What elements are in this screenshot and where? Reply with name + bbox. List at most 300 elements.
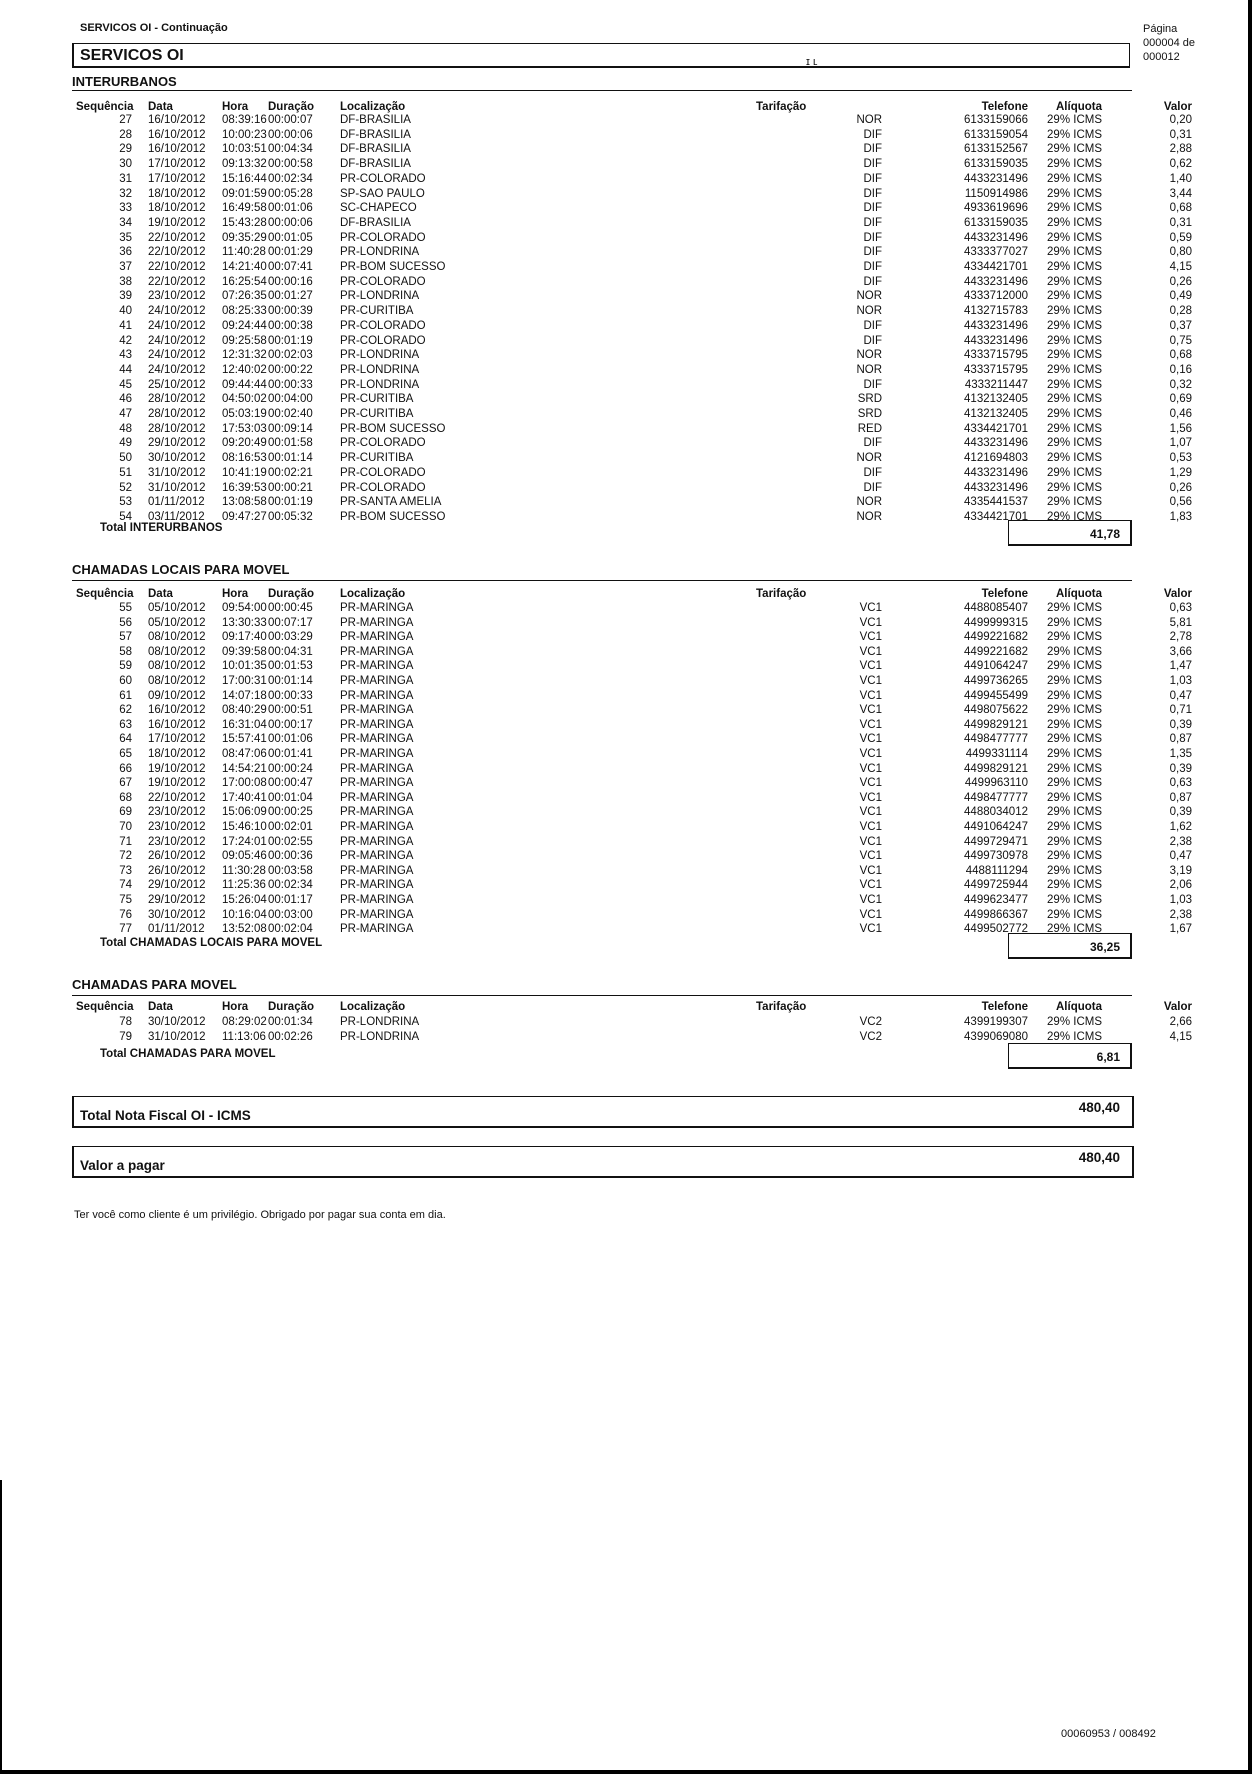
cell-tarifacao: NOR [856,114,882,126]
cell-date: 28/10/2012 [148,422,206,435]
table-row [72,878,1192,892]
continuation-title: SERVICOS OI - Continuação [80,22,228,34]
interurbanos-total-value: 41,78 [1008,520,1132,546]
cell-localizacao: PR-MARINGA [340,821,414,833]
cell-valor: 0,56 [1169,496,1192,509]
cell-telefone: 4498075622 [964,704,1028,717]
cell-telefone: 4499866367 [964,908,1028,921]
nota-fiscal-total-value: 480,40 [1078,1100,1120,1115]
footer-message: Ter você como cliente é um privilégio. Obrigado por pagar sua conta em dia. [74,1209,446,1221]
cell-valor: 0,16 [1169,363,1192,376]
cell-telefone: 4499331114 [965,748,1028,760]
cell-telefone: 4132715783 [964,305,1028,318]
cell-aliquota: 29% ICMS [1047,334,1102,347]
cell-tarifacao: VC1 [859,616,882,629]
cell-valor: 0,87 [1169,733,1192,746]
cell-telefone: 6133159035 [964,216,1028,229]
col-loc: Localização [340,1001,406,1013]
interurbanos-rule [72,90,1132,91]
cell-duracao: 00:04:00 [268,393,313,406]
cell-date: 16/10/2012 [148,114,206,126]
cell-telefone: 4433231496 [964,231,1028,244]
cell-duracao: 00:00:24 [268,762,313,775]
locais-movel-title: CHAMADAS LOCAIS PARA MOVEL [72,562,290,577]
cell-localizacao: PR-COLORADO [340,275,426,288]
table-row [72,201,1192,215]
cell-seq: 33 [119,202,132,215]
cell-seq: 59 [119,660,132,673]
cell-aliquota: 29% ICMS [1047,821,1102,833]
cell-duracao: 00:00:39 [268,305,313,318]
cell-valor: 0,26 [1169,275,1192,288]
cell-duracao: 00:04:34 [268,143,313,156]
cell-hora: 16:25:54 [222,275,267,288]
cell-localizacao: PR-CURITIBA [340,408,414,420]
cell-valor: 0,59 [1169,231,1192,244]
cell-telefone: 4433231496 [964,437,1028,450]
cell-localizacao: PR-LONDRINA [340,290,420,303]
cell-telefone: 4933619696 [964,202,1028,215]
cell-date: 22/10/2012 [148,261,206,273]
cell-tarifacao: VC1 [859,864,882,877]
cell-telefone: 4333377027 [964,246,1028,259]
cell-hora: 16:49:58 [222,202,267,215]
cell-valor: 1,83 [1169,510,1192,523]
cell-tarifacao: VC1 [859,806,882,819]
cell-valor: 1,07 [1169,437,1192,450]
cell-tarifacao: DIF [863,158,882,171]
scan-edge-right [1248,0,1252,1774]
cell-seq: 52 [119,481,132,494]
page-label: Página [1143,23,1178,35]
cell-date: 29/10/2012 [148,879,206,892]
cell-aliquota: 29% ICMS [1047,481,1102,494]
cell-valor: 0,46 [1169,408,1192,420]
cell-telefone: 4499736265 [964,675,1028,687]
cell-aliquota: 29% ICMS [1047,261,1102,273]
cell-aliquota: 29% ICMS [1047,216,1102,229]
cell-seq: 37 [119,261,132,273]
cell-telefone: 6133152567 [964,143,1028,156]
cell-hora: 09:47:27 [222,510,267,523]
cell-tarifacao: DIF [863,231,882,244]
cell-localizacao: PR-BOM SUCESSO [340,261,446,273]
cell-aliquota: 29% ICMS [1047,172,1102,185]
cell-hora: 17:40:41 [222,791,267,804]
cell-hora: 14:07:18 [222,689,267,702]
cell-valor: 2,88 [1169,143,1192,156]
cell-tarifacao: VC1 [859,602,882,614]
cell-duracao: 00:05:32 [268,510,313,523]
cell-seq: 69 [119,806,132,819]
col-tel: Telefone [981,588,1028,600]
cell-date: 01/11/2012 [148,496,205,509]
table-row [72,864,1192,878]
cell-aliquota: 29% ICMS [1047,466,1102,479]
table-row [72,392,1192,406]
cell-valor: 0,20 [1169,114,1192,126]
cell-date: 31/10/2012 [148,481,206,494]
cell-date: 25/10/2012 [148,378,206,391]
table-row [72,407,1192,421]
cell-valor: 2,66 [1169,1016,1192,1028]
cell-duracao: 00:00:06 [268,128,313,141]
cell-duracao: 00:00:47 [268,777,313,790]
cell-date: 17/10/2012 [148,172,206,185]
interurbanos-header [72,100,1192,114]
col-date: Data [148,101,173,113]
nota-fiscal-total-label: Total Nota Fiscal OI - ICMS [80,1108,251,1123]
cell-valor: 1,29 [1169,466,1192,479]
cell-valor: 0,62 [1169,158,1192,171]
cell-date: 24/10/2012 [148,349,206,362]
cell-telefone: 4334421701 [964,261,1028,273]
cell-tarifacao: VC1 [859,908,882,921]
col-val: Valor [1163,1001,1192,1013]
cell-hora: 09:13:32 [222,158,267,171]
cell-tarifacao: NOR [856,510,882,523]
cell-localizacao: PR-MARINGA [340,631,414,644]
cell-valor: 0,69 [1169,393,1192,406]
cell-aliquota: 29% ICMS [1047,246,1102,259]
cell-date: 28/10/2012 [148,408,206,420]
cell-tarifacao: DIF [863,437,882,450]
cell-valor: 0,80 [1169,246,1192,259]
cell-hora: 15:46:10 [222,821,267,833]
cell-date: 31/10/2012 [148,1030,206,1043]
scan-marks: ɪ ʟ [806,56,818,68]
cell-tarifacao: VC1 [859,733,882,746]
cell-duracao: 00:01:41 [268,748,313,760]
cell-hora: 15:43:28 [222,216,267,229]
cell-localizacao: DF-BRASILIA [340,143,411,156]
cell-tarifacao: SRD [857,393,882,406]
locais-movel-rule [72,580,1132,581]
cell-localizacao: PR-COLORADO [340,319,426,332]
cell-seq: 67 [119,777,132,790]
cell-telefone: 4333211447 [964,378,1028,391]
cell-valor: 1,47 [1169,660,1192,673]
col-loc: Localização [340,101,406,113]
cell-date: 29/10/2012 [148,894,206,906]
cell-hora: 13:08:58 [222,496,267,509]
cell-date: 03/11/2012 [148,510,205,523]
cell-duracao: 00:00:16 [268,275,313,288]
cell-localizacao: PR-CURITIBA [340,305,414,318]
cell-telefone: 4334421701 [964,510,1028,523]
interurbanos-total-label: Total INTERURBANOS [100,522,223,534]
cell-seq: 27 [119,114,132,126]
cell-duracao: 00:01:29 [268,246,313,259]
valor-a-pagar-value: 480,40 [1078,1150,1120,1165]
page-value: 000004 de [1143,37,1195,49]
col-loc: Localização [340,588,406,600]
cell-aliquota: 29% ICMS [1047,422,1102,435]
cell-localizacao: PR-CURITIBA [340,452,414,465]
cell-tarifacao: DIF [863,143,882,156]
page-total: 000012 [1143,51,1180,63]
cell-aliquota: 29% ICMS [1047,187,1102,200]
cell-seq: 51 [119,466,132,479]
table-row [72,142,1192,156]
cell-duracao: 00:00:33 [268,378,313,391]
cell-telefone: 4333712000 [964,290,1028,303]
cell-tarifacao: VC1 [859,748,882,760]
cell-aliquota: 29% ICMS [1047,275,1102,288]
cell-tarifacao: VC2 [859,1030,882,1043]
cell-date: 08/10/2012 [148,631,206,644]
col-ali: Alíquota [1056,588,1102,600]
cell-valor: 0,32 [1169,378,1192,391]
cell-valor: 0,26 [1169,481,1192,494]
cell-tarifacao: DIF [863,246,882,259]
cell-seq: 74 [119,879,132,892]
cell-seq: 55 [119,602,132,614]
cell-duracao: 00:01:04 [268,791,313,804]
cell-duracao: 00:01:34 [268,1016,313,1028]
cell-tarifacao: SRD [857,408,882,420]
cell-date: 22/10/2012 [148,275,206,288]
table-row [72,510,1192,524]
table-row [72,762,1192,776]
table-row [72,260,1192,274]
table-row [72,776,1192,790]
col-val: Valor [1163,588,1192,600]
col-dur: Duração [268,101,315,113]
cell-tarifacao: DIF [863,334,882,347]
cell-duracao: 00:02:01 [268,821,313,833]
cell-seq: 73 [119,864,132,877]
cell-duracao: 00:00:51 [268,704,313,717]
cell-duracao: 00:01:14 [268,675,313,687]
cell-tarifacao: DIF [863,187,882,200]
cell-hora: 10:16:04 [222,908,267,921]
table-row [72,363,1192,377]
cell-seq: 63 [119,718,132,731]
cell-localizacao: PR-MARINGA [340,879,414,892]
cell-tarifacao: DIF [863,172,882,185]
cell-tarifacao: DIF [863,202,882,215]
cell-date: 18/10/2012 [148,187,206,200]
cell-tarifacao: NOR [856,290,882,303]
table-row [72,835,1192,849]
cell-localizacao: PR-MARINGA [340,660,414,673]
cell-aliquota: 29% ICMS [1047,319,1102,332]
cell-valor: 2,78 [1169,631,1192,644]
cell-hora: 09:17:40 [222,631,267,644]
table-row [72,1030,1192,1044]
cell-valor: 0,63 [1169,602,1192,614]
cell-date: 23/10/2012 [148,835,206,848]
cell-hora: 09:24:44 [222,319,267,332]
cell-telefone: 4433231496 [964,275,1028,288]
cell-date: 31/10/2012 [148,466,206,479]
cell-localizacao: PR-MARINGA [340,835,414,848]
col-ali: Alíquota [1056,101,1102,113]
table-row [72,128,1192,142]
cell-telefone: 4499221682 [964,631,1028,644]
cell-hora: 15:57:41 [222,733,267,746]
cell-seq: 43 [119,349,132,362]
cell-hora: 09:05:46 [222,850,267,863]
cell-hora: 08:47:06 [222,748,267,760]
cell-telefone: 6133159035 [964,158,1028,171]
cell-valor: 1,56 [1169,422,1192,435]
cell-tarifacao: DIF [863,261,882,273]
cell-seq: 60 [119,675,132,687]
cell-localizacao: PR-MARINGA [340,602,414,614]
cell-tarifacao: NOR [856,496,882,509]
cell-hora: 08:29:02 [222,1016,267,1028]
cell-localizacao: PR-COLORADO [340,231,426,244]
cell-valor: 0,47 [1169,689,1192,702]
cell-date: 23/10/2012 [148,290,206,303]
cell-localizacao: PR-MARINGA [340,923,414,936]
cell-duracao: 00:01:19 [268,496,313,509]
cell-aliquota: 29% ICMS [1047,908,1102,921]
cell-aliquota: 29% ICMS [1047,835,1102,848]
table-row [72,747,1192,761]
cell-hora: 17:24:01 [222,835,267,848]
cell-telefone: 4433231496 [964,466,1028,479]
cell-date: 09/10/2012 [148,689,206,702]
cell-valor: 3,66 [1169,645,1192,658]
cell-duracao: 00:00:25 [268,806,313,819]
table-row [72,659,1192,673]
cell-date: 30/10/2012 [148,1016,206,1028]
table-row [72,378,1192,392]
cell-seq: 58 [119,645,132,658]
cell-aliquota: 29% ICMS [1047,777,1102,790]
cell-date: 19/10/2012 [148,762,206,775]
cell-tarifacao: VC1 [859,645,882,658]
cell-telefone: 4499999315 [964,616,1028,629]
cell-date: 24/10/2012 [148,334,206,347]
cell-hora: 16:31:04 [222,718,267,731]
cell-date: 18/10/2012 [148,202,206,215]
cell-aliquota: 29% ICMS [1047,850,1102,863]
cell-date: 28/10/2012 [148,393,206,406]
cell-valor: 0,31 [1169,128,1192,141]
cell-date: 26/10/2012 [148,864,206,877]
cell-localizacao: PR-LONDRINA [340,1016,420,1028]
cell-localizacao: PR-COLORADO [340,481,426,494]
cell-aliquota: 29% ICMS [1047,704,1102,717]
cell-duracao: 00:01:27 [268,290,313,303]
cell-valor: 5,81 [1169,616,1192,629]
cell-duracao: 00:00:38 [268,319,313,332]
col-hora: Hora [222,1001,249,1013]
table-row [72,289,1192,303]
cell-aliquota: 29% ICMS [1047,718,1102,731]
cell-duracao: 00:01:58 [268,437,313,450]
cell-telefone: 4488034012 [964,806,1028,819]
cell-seq: 75 [119,894,132,906]
valor-a-pagar-box [72,1146,1134,1178]
table-row [72,436,1192,450]
table-row [72,791,1192,805]
table-row [72,231,1192,245]
cell-localizacao: PR-LONDRINA [340,246,420,259]
cell-seq: 39 [119,290,132,303]
cell-valor: 0,75 [1169,334,1192,347]
col-hora: Hora [222,101,249,113]
table-row [72,645,1192,659]
cell-localizacao: PR-COLORADO [340,466,426,479]
col-dur: Duração [268,588,315,600]
table-row [72,805,1192,819]
cell-seq: 44 [119,363,132,376]
col-tar: Tarifação [756,101,807,113]
cell-date: 22/10/2012 [148,231,206,244]
cell-valor: 2,38 [1169,908,1192,921]
cell-localizacao: PR-CURITIBA [340,393,414,406]
cell-hora: 08:16:53 [222,452,267,465]
cell-seq: 42 [119,334,132,347]
col-dur: Duração [268,1001,315,1013]
cell-hora: 10:00:23 [222,128,267,141]
cell-aliquota: 29% ICMS [1047,660,1102,673]
cell-date: 24/10/2012 [148,319,206,332]
cell-telefone: 4132132405 [964,408,1028,420]
cell-hora: 11:13:06 [222,1030,266,1043]
cell-tarifacao: DIF [863,481,882,494]
cell-hora: 15:16:44 [222,172,267,185]
cell-duracao: 00:04:31 [268,645,313,658]
cell-valor: 1,35 [1169,748,1192,760]
cell-tarifacao: DIF [863,466,882,479]
cell-seq: 35 [119,231,132,244]
cell-telefone: 4121694803 [964,452,1028,465]
cell-tarifacao: VC1 [859,791,882,804]
col-seq: Sequência [76,101,134,113]
table-row [72,451,1192,465]
cell-aliquota: 29% ICMS [1047,1030,1102,1043]
table-row [72,481,1192,495]
cell-telefone: 4334421701 [964,422,1028,435]
cell-hora: 10:01:35 [222,660,267,673]
cell-localizacao: PR-MARINGA [340,777,414,790]
cell-duracao: 00:02:34 [268,879,313,892]
cell-date: 19/10/2012 [148,216,206,229]
cell-tarifacao: VC1 [859,850,882,863]
cell-seq: 57 [119,631,132,644]
col-tel: Telefone [981,101,1028,113]
cell-valor: 0,39 [1169,718,1192,731]
cell-seq: 28 [119,128,132,141]
table-row [72,113,1192,127]
cell-date: 05/10/2012 [148,616,206,629]
cell-seq: 36 [119,246,132,259]
col-tar: Tarifação [756,588,807,600]
cell-telefone: 4499502772 [964,923,1028,936]
cell-seq: 62 [119,704,132,717]
table-row [72,348,1192,362]
cell-date: 22/10/2012 [148,791,206,804]
cell-hora: 09:20:49 [222,437,267,450]
cell-duracao: 00:02:34 [268,172,313,185]
cell-duracao: 00:05:28 [268,187,313,200]
cell-localizacao: PR-MARINGA [340,733,414,746]
cell-tarifacao: DIF [863,128,882,141]
cell-seq: 79 [119,1030,132,1043]
cell-aliquota: 29% ICMS [1047,393,1102,406]
cell-telefone: 4491064247 [964,821,1028,833]
cell-duracao: 00:09:14 [268,422,313,435]
cell-duracao: 00:03:58 [268,864,313,877]
cell-seq: 30 [119,158,132,171]
cell-telefone: 4499729471 [964,835,1028,848]
